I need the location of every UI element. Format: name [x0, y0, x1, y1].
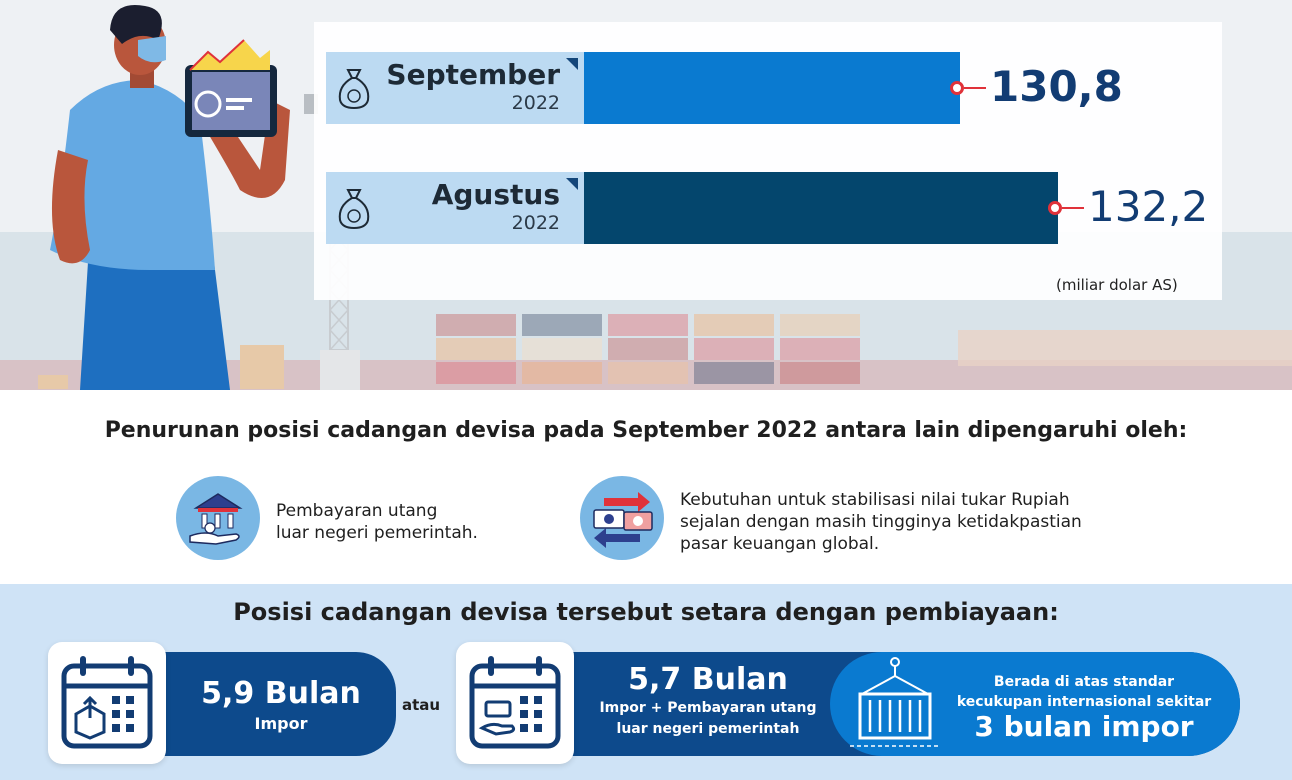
container-decoration	[608, 338, 688, 360]
separator-atau: atau	[402, 696, 441, 714]
factors-headline: Penurunan posisi cadangan devisa pada September 2022 antara lain dipengaruhi oleh:	[104, 418, 1188, 443]
bar-label-agustus	[326, 172, 584, 244]
bar-row-september	[326, 52, 1026, 124]
bar-year-label: 2022	[511, 212, 560, 234]
person-with-tablet-illustration	[30, 0, 310, 390]
bar-month-label: Agustus	[431, 178, 560, 211]
factor-text-1	[276, 500, 478, 544]
container-decoration	[608, 314, 688, 336]
factor-icon-circle	[176, 476, 260, 560]
money-bag-icon	[336, 66, 372, 110]
label-corner-flag	[566, 58, 578, 70]
bar-value-september: 130,8	[990, 62, 1123, 111]
factor-line: Pembayaran utang	[276, 501, 438, 521]
container-decoration	[436, 362, 516, 384]
marker-dot	[950, 81, 964, 95]
bar-label-september	[326, 52, 584, 124]
calendar-box-icon	[48, 642, 166, 764]
bar-agustus	[584, 172, 1058, 244]
container-decoration	[608, 362, 688, 384]
factor-line: Kebutuhan untuk stabilisasi nilai tukar Rupiah	[680, 490, 1070, 510]
container-decoration	[694, 314, 774, 336]
factor-line: sejalan dengan masih tingginya ketidakpastian	[680, 512, 1082, 532]
ship-decoration	[958, 330, 1292, 366]
container-decoration	[436, 314, 516, 336]
option-2-desc	[580, 698, 836, 740]
option-1-desc: Impor	[254, 714, 308, 733]
factor-line: luar negeri pemerintah.	[276, 523, 478, 543]
container-decoration	[780, 362, 860, 384]
standard-desc	[944, 672, 1224, 712]
shipping-container-icon	[850, 654, 940, 754]
bar-value-agustus: 132,2	[1088, 182, 1209, 231]
standard-highlight: 3 bulan impor	[974, 710, 1194, 743]
option-2-desc-line: luar negeri pemerintah	[616, 721, 800, 737]
money-bag-icon	[336, 186, 372, 230]
financing-title: Posisi cadangan devisa tersebut setara dengan pembiayaan:	[233, 598, 1059, 626]
container-decoration	[694, 338, 774, 360]
option-1-value: 5,9 Bulan	[201, 676, 361, 711]
bar-row-agustus	[326, 172, 1026, 244]
marker-line	[1062, 207, 1084, 209]
container-decoration	[780, 338, 860, 360]
standard-desc-line: Berada di atas standar	[993, 674, 1175, 690]
option-2-desc-line: Impor + Pembayaran utang	[599, 700, 817, 716]
bar-year-label: 2022	[511, 92, 560, 114]
marker-dot	[1048, 201, 1062, 215]
currency-exchange-icon	[580, 476, 664, 560]
container-decoration	[522, 338, 602, 360]
container-decoration	[522, 314, 602, 336]
container-decoration	[436, 338, 516, 360]
bar-month-label: September	[386, 58, 560, 91]
marker-line	[964, 87, 986, 89]
label-corner-flag	[566, 178, 578, 190]
bar-september	[584, 52, 960, 124]
factor-text-2	[680, 489, 1082, 555]
calendar-money-icon	[456, 642, 574, 764]
option-1-card	[48, 642, 166, 764]
standard-desc-line: kecukupan internasional sekitar	[956, 694, 1212, 710]
unit-label: (miliar dolar AS)	[1056, 276, 1178, 294]
container-decoration	[780, 314, 860, 336]
option-2-value: 5,7 Bulan	[628, 662, 788, 697]
container-decoration	[522, 362, 602, 384]
option-2-card	[456, 642, 574, 764]
factor-icon-circle	[580, 476, 664, 560]
factor-line: pasar keuangan global.	[680, 534, 880, 554]
government-payment-icon	[176, 476, 260, 560]
container-decoration	[694, 362, 774, 384]
